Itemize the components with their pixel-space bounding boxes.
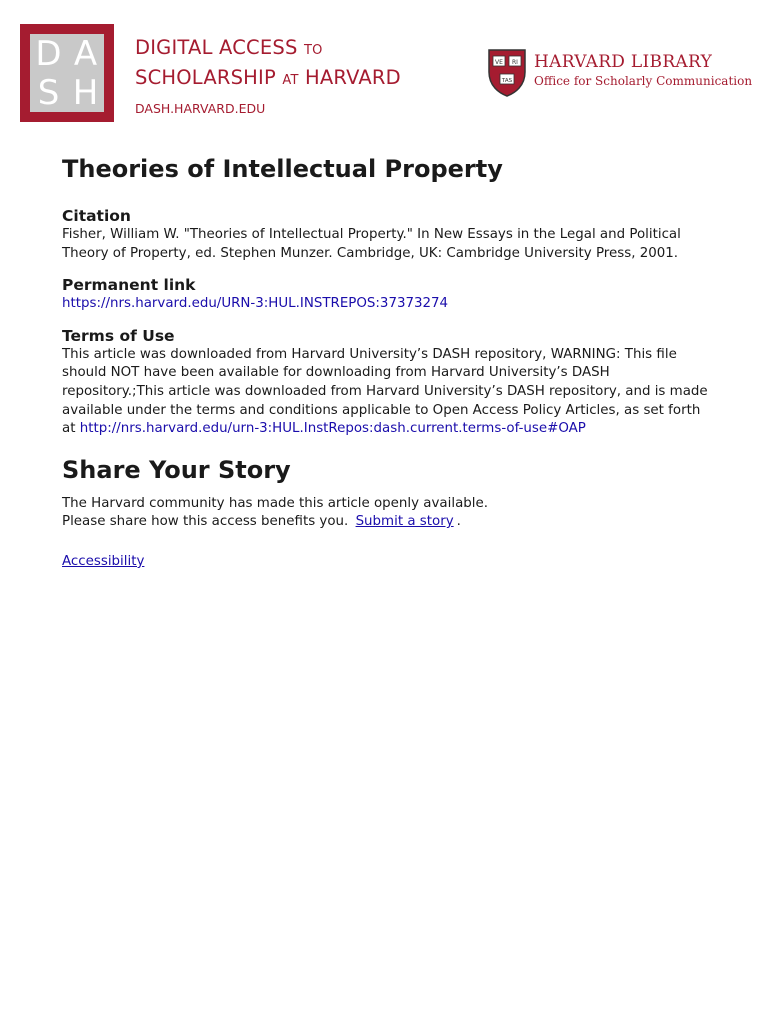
harvard-library-wordmark — [534, 52, 752, 90]
shield-text: TAS — [501, 78, 513, 84]
accessibility-link[interactable]: Accessibility — [62, 553, 145, 569]
shield-text: VE — [495, 59, 503, 66]
dash-wordmark-small: TO — [303, 43, 323, 58]
dash-logo-letter: H — [72, 72, 99, 113]
dash-wordmark-small: AT — [282, 73, 299, 88]
shield-text: RI — [512, 59, 518, 66]
share-line-2: Please share how this access benefits you. — [62, 514, 349, 530]
terms-text: This article was downloaded from Harvard University’s DASH repository, WARNING: This file should NOT have been available for downloading from Harvard University’s DASH repository.;This article was downloaded from Harvard University’s DASH repository, and is made available under the terms and conditions applicable to Open Access Policy Articles, as set forth at — [62, 346, 708, 437]
dash-logo-grid — [30, 34, 104, 112]
share-period: . — [456, 514, 461, 530]
document-title: Theories of Intellectual Property — [62, 155, 503, 183]
document-content — [62, 152, 712, 569]
harvard-library-title: HARVARD LIBRARY — [534, 52, 713, 72]
terms-link[interactable]: http://nrs.harvard.edu/urn-3:HUL.InstRepos:dash.current.terms-of-use#OAP — [79, 421, 586, 437]
terms-paragraph — [62, 346, 712, 439]
harvard-shield-icon — [487, 48, 527, 98]
share-line-1: The Harvard community has made this article openly available. — [62, 495, 489, 511]
dash-wordmark-line-2 — [135, 64, 401, 94]
dash-wordmark-text: HARVARD — [305, 66, 401, 89]
dash-url: DASH.HARVARD.EDU — [135, 101, 266, 116]
dash-wordmark-text: SCHOLARSHIP — [135, 66, 276, 89]
dash-wordmark-line-1 — [135, 34, 401, 64]
permalink-paragraph — [62, 295, 712, 314]
terms-heading: Terms of Use — [62, 326, 175, 345]
share-paragraph — [62, 495, 712, 532]
dash-logo — [20, 24, 114, 122]
harvard-library-subtitle: Office for Scholarly Communication — [534, 74, 753, 88]
submit-story-link[interactable]: Submit a story — [355, 514, 454, 530]
permalink-link[interactable]: https://nrs.harvard.edu/URN-3:HUL.INSTREPOS:37373274 — [62, 296, 449, 312]
dash-wordmark — [135, 34, 401, 118]
citation-text: Fisher, William W. "Theories of Intellectual Property." In New Essays in the Legal and Political Theory of Property, ed. Stephen Munzer. Cambridge, UK: Cambridge University Press, 2001. — [62, 227, 681, 261]
dash-logo-letter: D — [35, 33, 62, 74]
dash-wordmark-text: DIGITAL ACCESS — [135, 36, 298, 59]
permalink-heading: Permanent link — [62, 276, 196, 295]
citation-heading: Citation — [62, 207, 131, 225]
dash-logo-letter: A — [73, 33, 98, 74]
share-title: Share Your Story — [62, 455, 291, 484]
dash-logo-letter: S — [37, 72, 60, 113]
